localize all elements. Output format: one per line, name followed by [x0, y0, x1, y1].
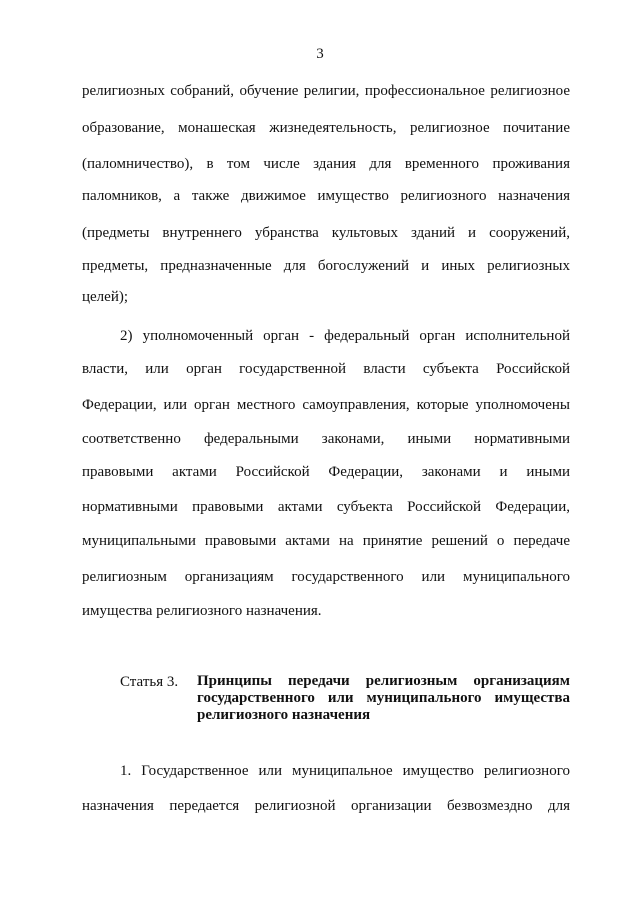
text-line: власти, или орган государственной власти субъекта Российской [82, 361, 570, 377]
text-line: (предметы внутреннего убранства культовых зданий и сооружений, [82, 225, 570, 241]
page-number: 3 [316, 46, 324, 62]
text-line: правовыми актами Российской Федерации, законами и иными [82, 464, 570, 480]
article-title-line: Принципы передачи религиозным организациям [197, 673, 570, 689]
text-line: религиозным организациям государственного или муниципального [82, 569, 570, 585]
text-line: (паломничество), в том числе здания для временного проживания [82, 156, 570, 172]
article-title-line: государственного или муниципального имущества [197, 690, 570, 706]
text-line: муниципальными правовыми актами на принятие решений о передаче [82, 533, 570, 549]
text-line: целей); [82, 289, 129, 305]
text-line: паломников, а также движимое имущество религиозного назначения [82, 188, 570, 204]
text-line: образование, монашеская жизнедеятельность, религиозное почитание [82, 120, 570, 136]
text-line: назначения передается религиозной организации безвозмездно для [82, 798, 570, 814]
text-line: Федерации, или орган местного самоуправления, которые уполномочены [82, 397, 570, 413]
text-line: предметы, предназначенные для богослужений и иных религиозных [82, 258, 570, 274]
article-label: Статья 3. [120, 674, 179, 690]
text-line: соответственно федеральными законами, иными нормативными [82, 431, 570, 447]
article-title-line: религиозного назначения [197, 707, 371, 723]
text-line: 1. Государственное или муниципальное имущество религиозного [120, 763, 570, 779]
text-line: 2) уполномоченный орган - федеральный орган исполнительной [120, 328, 570, 344]
text-line: религиозных собраний, обучение религии, профессиональное религиозное [82, 83, 570, 99]
text-line: нормативными правовыми актами субъекта Российской Федерации, [82, 499, 570, 515]
text-line: имущества религиозного назначения. [82, 603, 322, 619]
